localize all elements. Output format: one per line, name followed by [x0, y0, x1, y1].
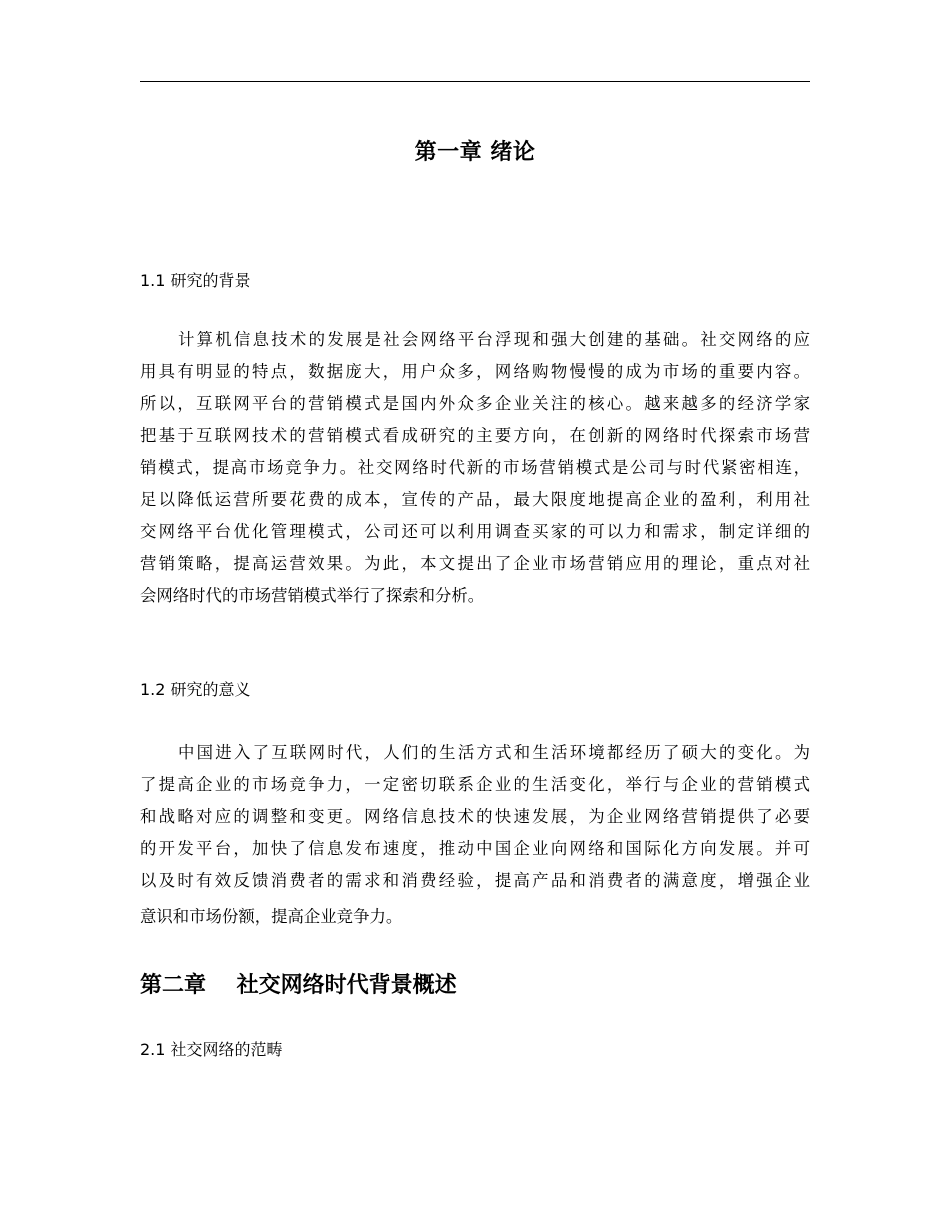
paragraph-line: 用具有明显的特点，数据庞大，用户众多，网络购物慢慢的成为市场的重要内容。 — [140, 362, 810, 381]
section-1-2-heading: 1.2 研究的意义 — [140, 680, 251, 699]
paragraph-line: 以及时有效反馈消费者的需求和消费经验，提高产品和消费者的满意度，增强企业 — [140, 871, 810, 890]
paragraph-line: 把基于互联网技术的营销模式看成研究的主要方向，在创新的网络时代探索市场营 — [140, 426, 810, 445]
paragraph-line: 交网络平台优化管理模式，公司还可以利用调查买家的可以力和需求，制定详细的 — [140, 522, 810, 541]
chapter-2-title: 第二章 社交网络时代背景概述 — [140, 973, 457, 998]
paragraph-line: 营销策略，提高运营效果。为此，本文提出了企业市场营销应用的理论，重点对社 — [140, 554, 810, 573]
paragraph-line: 足以降低运营所要花费的成本，宣传的产品，最大限度地提高企业的盈利，利用社 — [140, 490, 810, 509]
paragraph-line: 销模式，提高市场竞争力。社交网络时代新的市场营销模式是公司与时代紧密相连， — [140, 458, 810, 477]
header-rule — [140, 81, 810, 82]
chapter-1-title: 第一章 绪论 — [414, 140, 536, 165]
paragraph-line: 了提高企业的市场竞争力，一定密切联系企业的生活变化，举行与企业的营销模式 — [140, 775, 810, 794]
paragraph-line: 的开发平台，加快了信息发布速度，推动中国企业向网络和国际化方向发展。并可 — [140, 839, 810, 858]
section-2-1-heading: 2.1 社交网络的范畴 — [140, 1040, 283, 1059]
paragraph-line: 计算机信息技术的发展是社会网络平台浮现和强大创建的基础。社交网络的应 — [178, 330, 810, 349]
paragraph-line: 会网络时代的市场营销模式举行了探索和分析。 — [140, 586, 485, 605]
paragraph-line: 中国进入了互联网时代，人们的生活方式和生活环境都经历了硕大的变化。为 — [178, 743, 810, 762]
section-1-2-paragraph — [140, 737, 810, 933]
section-1-1-heading: 1.1 研究的背景 — [140, 271, 251, 290]
paragraph-line: 意识和市场份额，提高企业竞争力。 — [140, 907, 403, 926]
paragraph-line: 和战略对应的调整和变更。网络信息技术的快速发展，为企业网络营销提供了必要 — [140, 807, 810, 826]
paragraph-line: 所以，互联网平台的营销模式是国内外众多企业关注的核心。越来越多的经济学家 — [140, 394, 810, 413]
section-1-1-paragraph — [140, 324, 810, 612]
